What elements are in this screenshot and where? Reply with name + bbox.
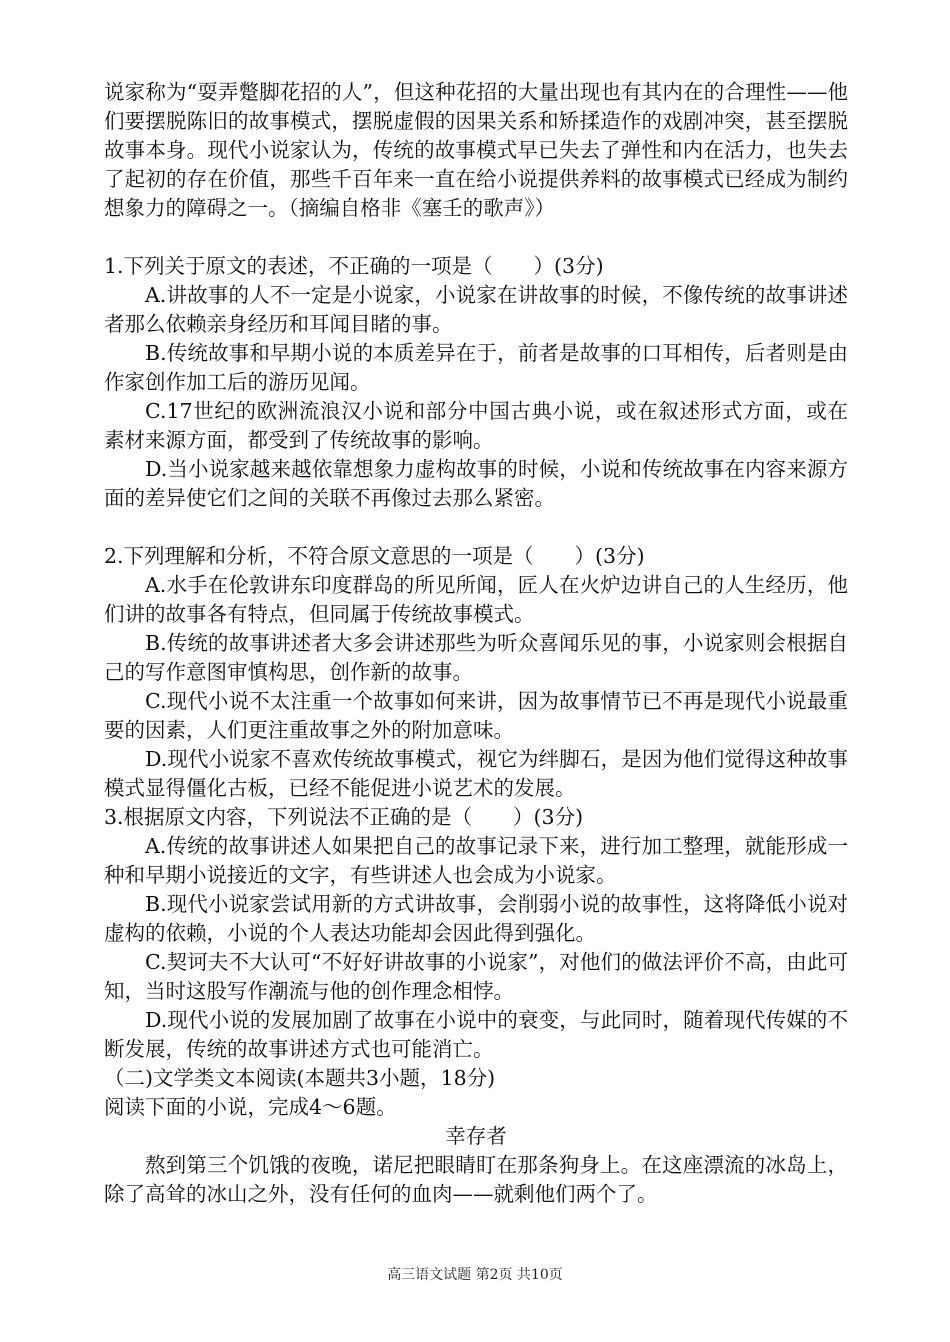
exam-page <box>104 78 848 1209</box>
question-3 <box>104 803 848 1064</box>
option-b: B.传统故事和早期小说的本质差异在于，前者是故事的口耳相传，后者则是由作家创作加工后的游历见闻。 <box>104 341 848 394</box>
question-stem: 2.下列理解和分析，不符合原文意思的一项是（ ）(3分) <box>104 544 645 568</box>
section-heading: （二)文学类文本阅读(本题共3小题，18分) <box>104 1066 496 1090</box>
option-c: C.17世纪的欧洲流浪汉小说和部分中国古典小说，或在叙述形式方面，或在素材来源方面，都受到了传统故事的影响。 <box>104 399 848 452</box>
option-c: C.契诃夫不大认可“不好好讲故事的小说家”，对他们的做法评价不高，由此可知，当时这股写作潮流与他的创作理念相悖。 <box>104 950 848 1003</box>
story-title: 幸存者 <box>445 1124 507 1148</box>
question-stem: 1.下列关于原文的表述，不正确的一项是（ ）(3分) <box>104 254 604 278</box>
option-a: A.讲故事的人不一定是小说家，小说家在讲故事的时候，不像传统的故事讲述者那么依赖亲身经历和耳闻目睹的事。 <box>104 283 848 336</box>
spacer <box>104 513 848 542</box>
story-paragraph: 熬到第三个饥饿的夜晚，诺尼把眼睛盯在那条狗身上。在这座漂流的冰岛上，除了高耸的冰山之外，没有任何的血肉——就剩他们两个了。 <box>104 1153 848 1206</box>
option-d: D.现代小说家不喜欢传统故事模式，视它为绊脚石，是因为他们觉得这种故事模式显得僵化古板，已经不能促进小说艺术的发展。 <box>104 747 848 800</box>
intro-paragraph: 说家称为“耍弄蹩脚花招的人”，但这种花招的大量出现也有其内在的合理性——他们要摆脱陈旧的故事模式，摆脱虚假的因果关系和矫揉造作的戏剧冲突，甚至摆脱故事本身。现代小说家认为，传统的故事模式早已失去了弹性和内在活力，也失去了起初的存在价值，那些千百年来一直在给小说提供养料的故事模式已经成为制约想象力的障碍之一。（摘编自格非《塞壬的歌声》） <box>104 80 848 220</box>
option-b: B.现代小说家尝试用新的方式讲故事，会削弱小说的故事性，这将降低小说对虚构的依赖，小说的个人表达功能却会因此得到强化。 <box>104 892 848 945</box>
question-1 <box>104 252 848 513</box>
option-d: D.当小说家越来越依靠想象力虚构故事的时候，小说和传统故事在内容来源方面的差异使它们之间的关联不再像过去那么紧密。 <box>104 457 848 510</box>
option-a: A.水手在伦敦讲东印度群岛的所见所闻，匠人在火炉边讲自己的人生经历，他们讲的故事各有特点，但同属于传统故事模式。 <box>104 573 848 626</box>
section-instruction: 阅读下面的小说，完成4～6题。 <box>104 1095 397 1119</box>
option-a: A.传统的故事讲述人如果把自己的故事记录下来，进行加工整理，就能形成一种和早期小说接近的文字，有些讲述人也会成为小说家。 <box>104 834 848 887</box>
page-footer: 高三语文试题 第2页 共10页 <box>387 1267 563 1283</box>
spacer <box>104 223 848 252</box>
option-d: D.现代小说的发展加剧了故事在小说中的衰变，与此同时，随着现代传媒的不断发展，传统的故事讲述方式也可能消亡。 <box>104 1008 848 1061</box>
question-stem: 3.根据原文内容，下列说法不正确的是（ ）(3分) <box>104 805 584 829</box>
option-b: B.传统的故事讲述者大多会讲述那些为听众喜闻乐见的事，小说家则会根据自己的写作意图审慎构思，创作新的故事。 <box>104 631 848 684</box>
question-2 <box>104 542 848 803</box>
option-c: C.现代小说不太注重一个故事如何来讲，因为故事情节已不再是现代小说最重要的因素，人们更注重故事之外的附加意味。 <box>104 689 848 742</box>
